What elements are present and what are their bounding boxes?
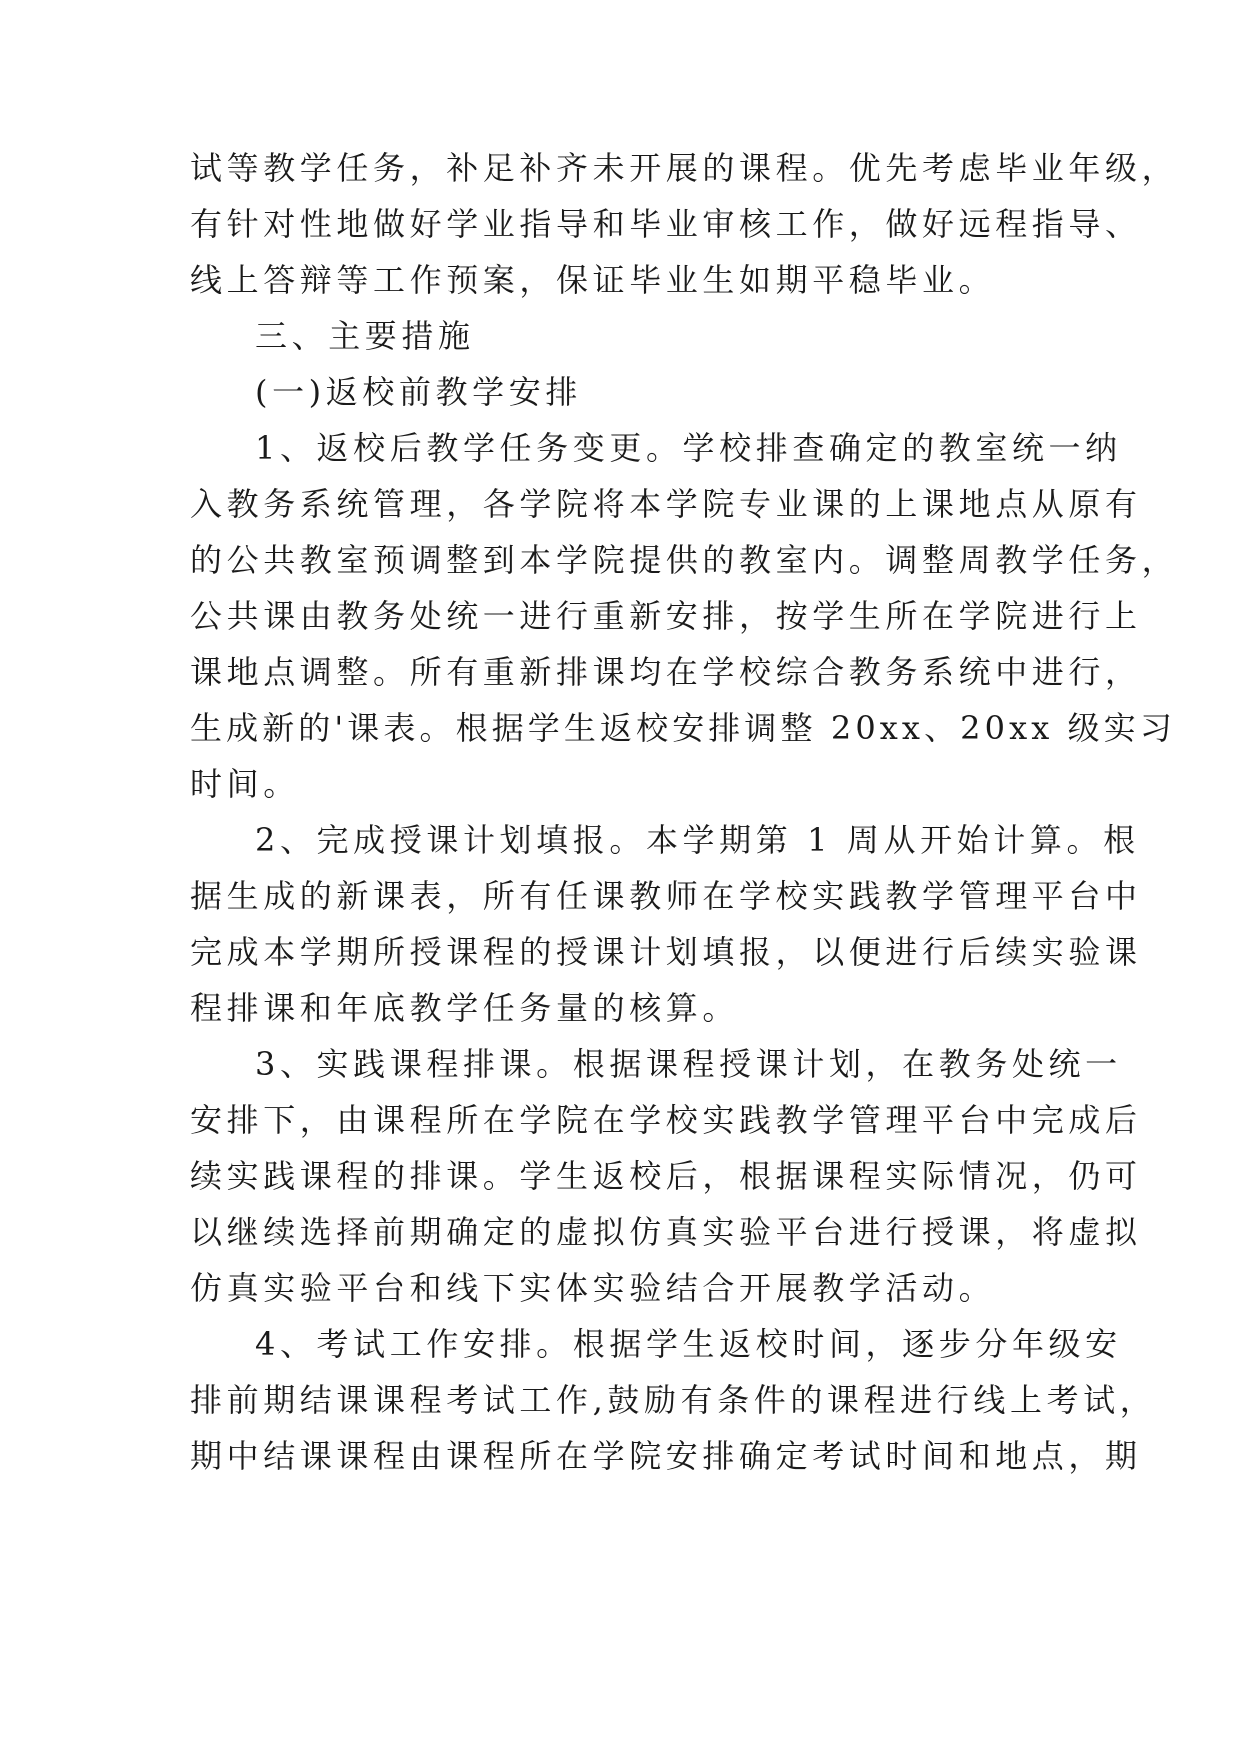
paragraph-line: 1、返校后教学任务变更。学校排查确定的教室统一纳 (255, 429, 1122, 467)
paragraph-line: 有针对性地做好学业指导和毕业审核工作，做好远程指导、 (190, 205, 1142, 243)
paragraph-line: 3、实践课程排课。根据课程授课计划，在教务处统一 (255, 1045, 1122, 1083)
paragraph-line: 公共课由教务处统一进行重新安排，按学生所在学院进行上 (190, 597, 1142, 635)
paragraph-line: 仿真实验平台和线下实体实验结合开展教学活动。 (190, 1269, 996, 1307)
paragraph-line: 入教务系统管理，各学院将本学院专业课的上课地点从原有 (190, 485, 1142, 523)
paragraph-line: 续实践课程的排课。学生返校后，根据课程实际情况，仍可 (190, 1157, 1142, 1195)
paragraph-line: 的公共教室预调整到本学院提供的教室内。调整周教学任务， (190, 541, 1179, 579)
paragraph-line: 线上答辩等工作预案，保证毕业生如期平稳毕业。 (190, 261, 996, 299)
paragraph-line: 课地点调整。所有重新排课均在学校综合教务系统中进行， (190, 653, 1142, 691)
paragraph-line: 安排下，由课程所在学院在学校实践教学管理平台中完成后 (190, 1101, 1142, 1139)
paragraph-line: 排前期结课课程考试工作,鼓励有条件的课程进行线上考试， (190, 1381, 1157, 1419)
paragraph-line: 时间。 (190, 765, 300, 803)
paragraph-line: 据生成的新课表，所有任课教师在学校实践教学管理平台中 (190, 877, 1142, 915)
paragraph-line: 试等教学任务，补足补齐未开展的课程。优先考虑毕业年级， (190, 149, 1179, 187)
paragraph-line: 期中结课课程由课程所在学院安排确定考试时间和地点，期 (190, 1437, 1142, 1475)
paragraph-line: 2、完成授课计划填报。本学期第 1 周从开始计算。根 (255, 821, 1140, 859)
section-heading: 三、主要措施 (255, 317, 475, 355)
paragraph-line: 完成本学期所授课程的授课计划填报，以便进行后续实验课 (190, 933, 1142, 971)
paragraph-line: 生成新的'课表。根据学生返校安排调整 20xx、20xx 级实习 (190, 709, 1176, 747)
paragraph-line: 4、考试工作安排。根据学生返校时间，逐步分年级安 (255, 1325, 1122, 1363)
subsection-heading: (一)返校前教学安排 (255, 373, 582, 411)
paragraph-line: 以继续选择前期确定的虚拟仿真实验平台进行授课，将虚拟 (190, 1213, 1142, 1251)
paragraph-line: 程排课和年底教学任务量的核算。 (190, 989, 740, 1027)
